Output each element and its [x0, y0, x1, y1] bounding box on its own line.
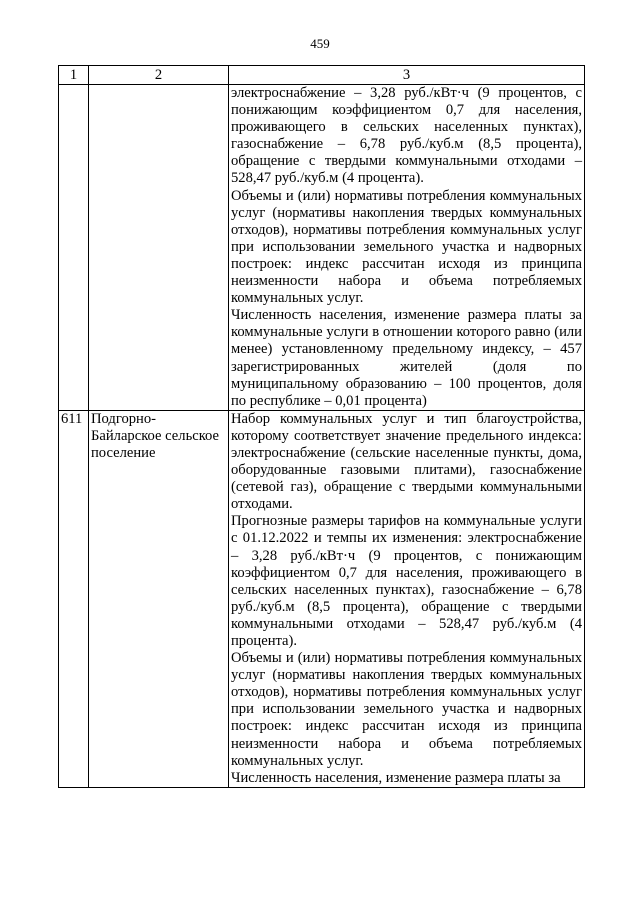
- row-number-cell: 611: [59, 410, 89, 787]
- row-name-cell: Подгорно-Байларское сельское поселение: [89, 410, 229, 787]
- volumes-paragraph: Объемы и (или) нормативы потребления коммунальных услуг (нормативы накопления твердых коммунальных отходов), нормативы потребления коммунальных услуг при использовании земельного участка и надворных построек: индекс рассчитан исходя из принципа неизменности набора и объема потребляемых коммунальных услуг.: [231, 650, 582, 769]
- population-paragraph: Численность населения, изменение размера платы за: [231, 769, 561, 786]
- header-col-2: 2: [89, 66, 229, 85]
- row-content-cell: [229, 410, 585, 787]
- tariff-paragraph: Прогнозные размеры тарифов на коммунальные услуги с 01.12.2022 и темпы их изменения: электроснабжение – 3,28 руб./кВт·ч (9 процентов, с понижающим коэффициентом 0,7 для населения, проживающего в сельских населенных пунктах), газоснабжение – 6,78 руб./куб.м (8,5 процента), обращение с твердыми коммунальными отходами – 528,47 руб./куб.м (4 процента).: [231, 513, 582, 649]
- document-table: [58, 65, 585, 788]
- row-number-cell: [59, 85, 89, 411]
- services-paragraph: Набор коммунальных услуг и тип благоустройства, которому соответствует значение предельного индекса: электроснабжение (сельские населенные пункты, дома, оборудованные газовыми плитами), газоснабжение (сетевой газ), обращение с твердыми коммунальными отходами.: [231, 410, 582, 513]
- volumes-paragraph: Объемы и (или) нормативы потребления коммунальных услуг (нормативы накопления твердых коммунальных отходов), нормативы потребления коммунальных услуг при использовании земельного участка и надворных построек: индекс рассчитан исходя из принципа неизменности набора и объема потребляемых коммунальных услуг.: [231, 187, 582, 307]
- table-row-611: [59, 410, 585, 787]
- row-content-cell: [229, 85, 585, 411]
- tariff-paragraph: электроснабжение – 3,28 руб./кВт·ч (9 процентов, с понижающим коэффициентом 0,7 для населения, проживающего в сельских населенных пунктах), газоснабжение – 6,78 руб./куб.м (8,5 процента), обращение с твердыми коммунальными отходами – 528,47 руб./куб.м (4 процента).: [231, 85, 582, 187]
- population-paragraph: Численность населения, изменение размера платы за коммунальные услуги в отношении которого равно (или менее) установленному предельному индексу, – 457 зарегистрированных жителей (доля по муниципальному образованию – 100 процентов, доля по республике – 0,01 процента): [231, 307, 582, 409]
- page-number: 459: [310, 36, 330, 51]
- header-col-1: 1: [59, 66, 89, 85]
- header-col-3: 3: [229, 66, 585, 85]
- table-header-row: [59, 66, 585, 85]
- table-row-continued: [59, 85, 585, 411]
- row-name-cell: [89, 85, 229, 411]
